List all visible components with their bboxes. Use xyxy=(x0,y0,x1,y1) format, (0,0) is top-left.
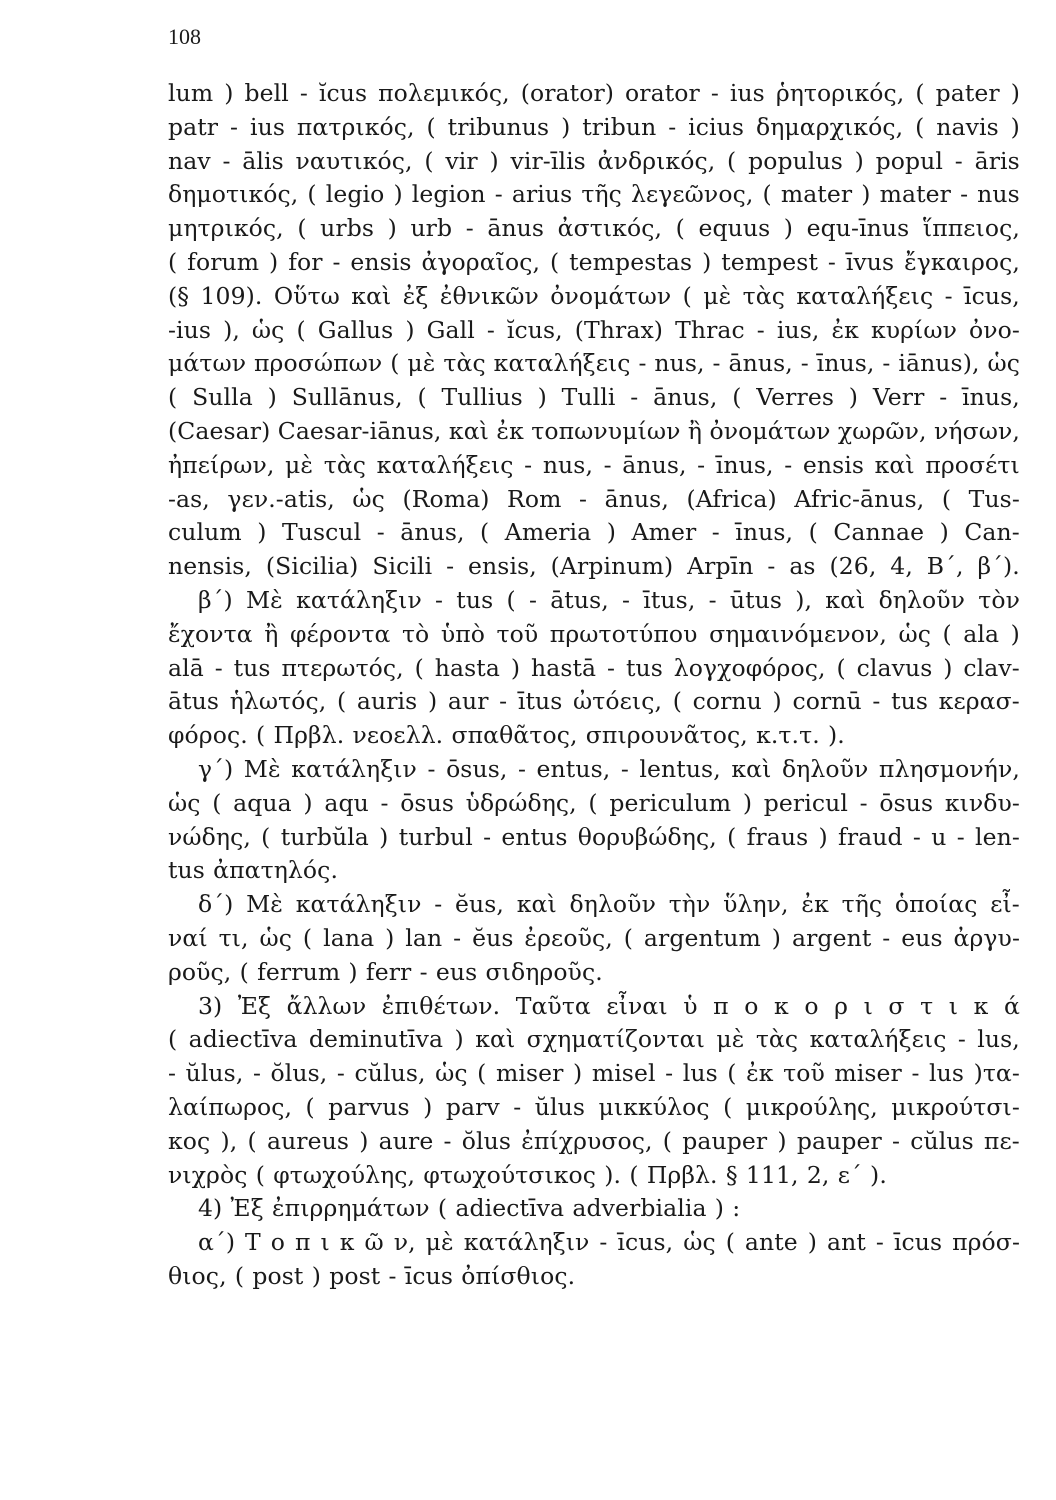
text-line: λαίπωρος, ( parvus ) parv - ŭlus μικκύλος ( μικρούλης, μικρούτσι- xyxy=(168,1092,1020,1121)
text-line: μάτων προσώπων ( μὲ τὰς καταλήξεις - nus, - ānus, - īnus, - iānus), ὡς xyxy=(168,349,1020,378)
text-line: θιος, ( post ) post - īcus ὀπίσθιος. xyxy=(168,1261,576,1290)
text-line: nensis, (Sicilia) Sicili - ensis, (Arpinum) Arpīn - as (26, 4, Β΄, β΄). xyxy=(168,552,1020,581)
text-line: ἠπείρων, μὲ τὰς καταλήξεις - nus, - ānus, - īnus, - ensis καὶ προσέτι xyxy=(168,450,1020,479)
text-line: ναί τι, ὡς ( lana ) lan - ĕus ἐρεοῦς, ( argentum ) argent - eus ἀργυ- xyxy=(168,923,1020,952)
text-line: δημοτικός, ( legio ) legion - arius τῆς λεγεῶνος, ( mater ) mater - nus xyxy=(168,180,1020,209)
text-line: (§ 109). Οὕτω καὶ ἐξ ἐθνικῶν ὀνομάτων ( μὲ τὰς καταλήξεις - īcus, xyxy=(168,281,1020,310)
text-line: nav - ālis ναυτικός, ( vir ) vir-īlis ἀνδρικός, ( populus ) popul - āris xyxy=(168,146,1020,175)
text-line: alā - tus πτερωτός, ( hasta ) hastā - tus λογχοφόρος, ( clavus ) clav- xyxy=(168,653,1020,682)
text-line: ( forum ) for - ensis ἀγοραῖος, ( tempestas ) tempest - īvus ἔγκαιρος, xyxy=(168,247,1020,276)
text-line: ( adiectīva deminutīva ) καὶ σχηματίζονται μὲ τὰς καταλήξεις - lus, xyxy=(168,1025,1020,1054)
text-line: 4) Ἐξ ἐπιρρημάτων ( adiectīva adverbialia ) : xyxy=(198,1194,741,1223)
text-line: - ŭlus, - ŏlus, - cŭlus, ὡς ( miser ) misel - lus ( ἐκ τοῦ miser - lus )τα- xyxy=(168,1059,1020,1088)
text-line: μητρικός, ( urbs ) urb - ānus ἀστικός, ( equus ) equ-īnus ἵππειος, xyxy=(168,214,1020,243)
text-line: culum ) Tuscul - ānus, ( Ameria ) Amer - īnus, ( Cannae ) Can- xyxy=(168,518,1020,547)
text-line: ροῦς, ( ferrum ) ferr - eus σιδηροῦς. xyxy=(168,957,603,986)
text-line: -ius ), ὡς ( Gallus ) Gall - ĭcus, (Thrax) Thrac - ius, ἐκ κυρίων ὀνο- xyxy=(168,315,1020,344)
text-line: ātus ἡλωτός, ( auris ) aur - ītus ὠτόεις, ( cornu ) cornū - tus κερασ- xyxy=(168,687,1020,716)
text-line: patr - ius πατρικός, ( tribunus ) tribun - icius δημαρχικός, ( navis ) xyxy=(168,112,1020,141)
text-line: νιχρὸς ( φτωχούλης, φτωχούτσικος ). ( Πρβλ. § 111, 2, ε΄ ). xyxy=(168,1160,887,1189)
text-line: tus ἀπατηλός. xyxy=(168,856,339,885)
text-line: γ΄) Μὲ κατάληξιν - ōsus, - entus, - lentus, καὶ δηλοῦν πλησμονήν, xyxy=(198,754,1020,783)
page-number: 108 xyxy=(168,24,201,49)
text-line: (Caesar) Caesar-iānus, καὶ ἐκ τοπωνυμίων ἢ ὀνομάτων χωρῶν, νήσων, xyxy=(168,416,1020,445)
text-line: δ΄) Μὲ κατάληξιν - ĕus, καὶ δηλοῦν τὴν ὕλην, ἐκ τῆς ὁποίας εἶ- xyxy=(198,890,1020,919)
text-line: κος ), ( aureus ) aure - ŏlus ἐπίχρυσος, ( pauper ) pauper - cŭlus πε- xyxy=(168,1126,1020,1155)
body-text xyxy=(168,77,1020,1294)
text-line: νώδης, ( turbŭla ) turbul - entus θορυβώδης, ( fraus ) fraud - u - len- xyxy=(168,822,1020,851)
text-line: -as, γεν.-atis, ὡς (Roma) Rom - ānus, (Africa) Afric-ānus, ( Tus- xyxy=(168,484,1020,513)
text-line: ( Sulla ) Sullānus, ( Tullius ) Tulli - ānus, ( Verres ) Verr - īnus, xyxy=(168,383,1020,412)
text-line: β΄) Μὲ κατάληξιν - tus ( - ātus, - ītus, - ūtus ), καὶ δηλοῦν τὸν xyxy=(198,585,1020,614)
text-line: α΄) Τ ο π ι κ ῶ ν, μὲ κατάληξιν - īcus, ὡς ( ante ) ant - īcus πρόσ- xyxy=(198,1228,1020,1257)
text-line: ὡς ( aqua ) aqu - ōsus ὑδρώδης, ( periculum ) pericul - ōsus κινδυ- xyxy=(168,788,1020,817)
text-line: 3) Ἐξ ἄλλων ἐπιθέτων. Ταῦτα εἶναι ὑ π ο κ ο ρ ι σ τ ι κ ά xyxy=(198,991,1020,1020)
text-line: ἔχοντα ἢ φέροντα τὸ ὑπὸ τοῦ πρωτοτύπου σημαινόμενον, ὡς ( ala ) xyxy=(168,619,1020,648)
text-line: lum ) bell - ĭcus πολεμικός, (orator) orator - ius ῥητορικός, ( pater ) xyxy=(168,79,1020,107)
text-line: φόρος. ( Πρβλ. νεοελλ. σπαθᾶτος, σπιρουνᾶτος, κ.τ.τ. ). xyxy=(168,721,845,750)
